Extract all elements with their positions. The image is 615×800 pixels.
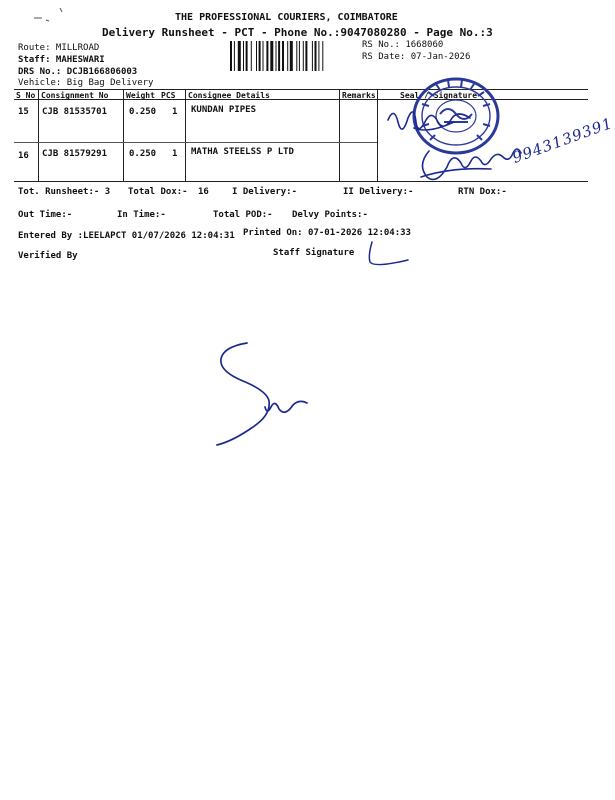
row-divider	[14, 142, 377, 143]
col-header-sno: S No	[16, 91, 36, 100]
barcode-bar	[303, 41, 304, 71]
barcode-bar	[312, 41, 313, 71]
col-divider	[339, 89, 340, 181]
barcode-bar	[296, 41, 297, 71]
barcode-bar	[256, 41, 257, 71]
row-sno: 15	[18, 107, 29, 117]
barcode-bar	[287, 41, 288, 71]
col-header-consignment: Consignment No	[41, 91, 109, 100]
barcode-bar	[243, 41, 244, 71]
staff-signature-label: Staff Signature	[273, 248, 355, 258]
page-subtitle: Delivery Runsheet - PCT - Phone No.:9047080280 - Page No.:3	[102, 26, 493, 39]
barcode-bar	[318, 41, 319, 71]
barcode-bar	[238, 41, 241, 71]
company-title: THE PROFESSIONAL COURIERS, COIMBATORE	[175, 12, 398, 23]
barcode-bar	[234, 41, 235, 71]
consignee-signature	[415, 143, 525, 188]
col-header-pcs: PCS	[161, 91, 176, 100]
row-pcs: 1	[172, 149, 178, 159]
rs-date: RS Date: 07-Jan-2026	[362, 52, 471, 62]
row-weight: 0.250	[129, 107, 157, 117]
in-time: In Time:-	[117, 210, 166, 220]
barcode-bar	[270, 41, 273, 71]
row-consignee: KUNDAN PIPES	[191, 105, 257, 115]
i-delivery: I Delivery:-	[232, 187, 298, 197]
barcode-bar	[315, 41, 317, 71]
col-divider	[185, 89, 186, 181]
barcode-bar	[259, 41, 261, 71]
barcode-bar	[305, 41, 307, 71]
col-divider	[123, 89, 124, 181]
handwritten-phone: 9943139391	[510, 113, 615, 167]
col-header-seal: Seal / Signature	[400, 91, 478, 100]
printed-on: Printed On: 07-01-2026 12:04:33	[243, 228, 411, 238]
row-pcs: 1	[172, 107, 178, 117]
total-dox-label: Total Dox:-	[128, 187, 188, 197]
row-consignee: MATHA STEELSS P LTD	[191, 147, 294, 157]
route-label: Route: MILLROAD	[18, 43, 100, 53]
col-header-consignee: Consignee Details	[188, 91, 270, 100]
barcode-bar	[322, 41, 323, 71]
col-divider	[377, 89, 378, 181]
row-consignment: CJB 81535701	[42, 107, 108, 117]
total-dox-value: 16	[198, 187, 209, 197]
vehicle-label: Vehicle: Big Bag Delivery	[18, 78, 154, 88]
col-header-remarks: Remarks	[342, 91, 376, 100]
col-header-weight: Weight	[126, 91, 155, 100]
barcode	[230, 41, 356, 71]
barcode-bar	[230, 41, 232, 71]
barcode-bar	[282, 41, 284, 71]
barcode-bar	[251, 41, 252, 71]
barcode-bar	[276, 41, 277, 71]
row-consignment: CJB 81579291	[42, 149, 108, 159]
barcode-bar	[263, 41, 264, 71]
out-time: Out Time:-	[18, 210, 73, 220]
drs-label: DRS No.: DCJB166806003	[18, 67, 138, 77]
entered-by: Entered By :LEELAPCT 01/07/2026 12:04:31	[18, 231, 235, 241]
barcode-bar	[246, 41, 248, 71]
rs-number: RS No.: 1668060	[362, 40, 444, 50]
barcode-bar	[278, 41, 280, 71]
row-sno: 16	[18, 151, 29, 161]
barcode-bar	[299, 41, 300, 71]
staff-label: Staff: MAHESWARI	[18, 55, 105, 65]
barcode-bar	[290, 41, 293, 71]
col-divider	[38, 89, 39, 181]
barcode-bar	[266, 41, 268, 71]
row-weight: 0.250	[129, 149, 157, 159]
delvy-points: Delvy Points:-	[292, 210, 368, 220]
verified-by: Verified By	[18, 251, 78, 261]
verifier-signature	[205, 335, 335, 450]
total-pod: Total POD:-	[213, 210, 273, 220]
ii-delivery: II Delivery:-	[343, 187, 414, 197]
staff-signature-mark	[362, 240, 412, 270]
rtn-dox: RTN Dox:-	[458, 187, 507, 197]
consignee-signature	[384, 100, 474, 140]
scan-mark	[30, 6, 70, 26]
tot-runsheet: Tot. Runsheet:- 3	[18, 187, 111, 197]
